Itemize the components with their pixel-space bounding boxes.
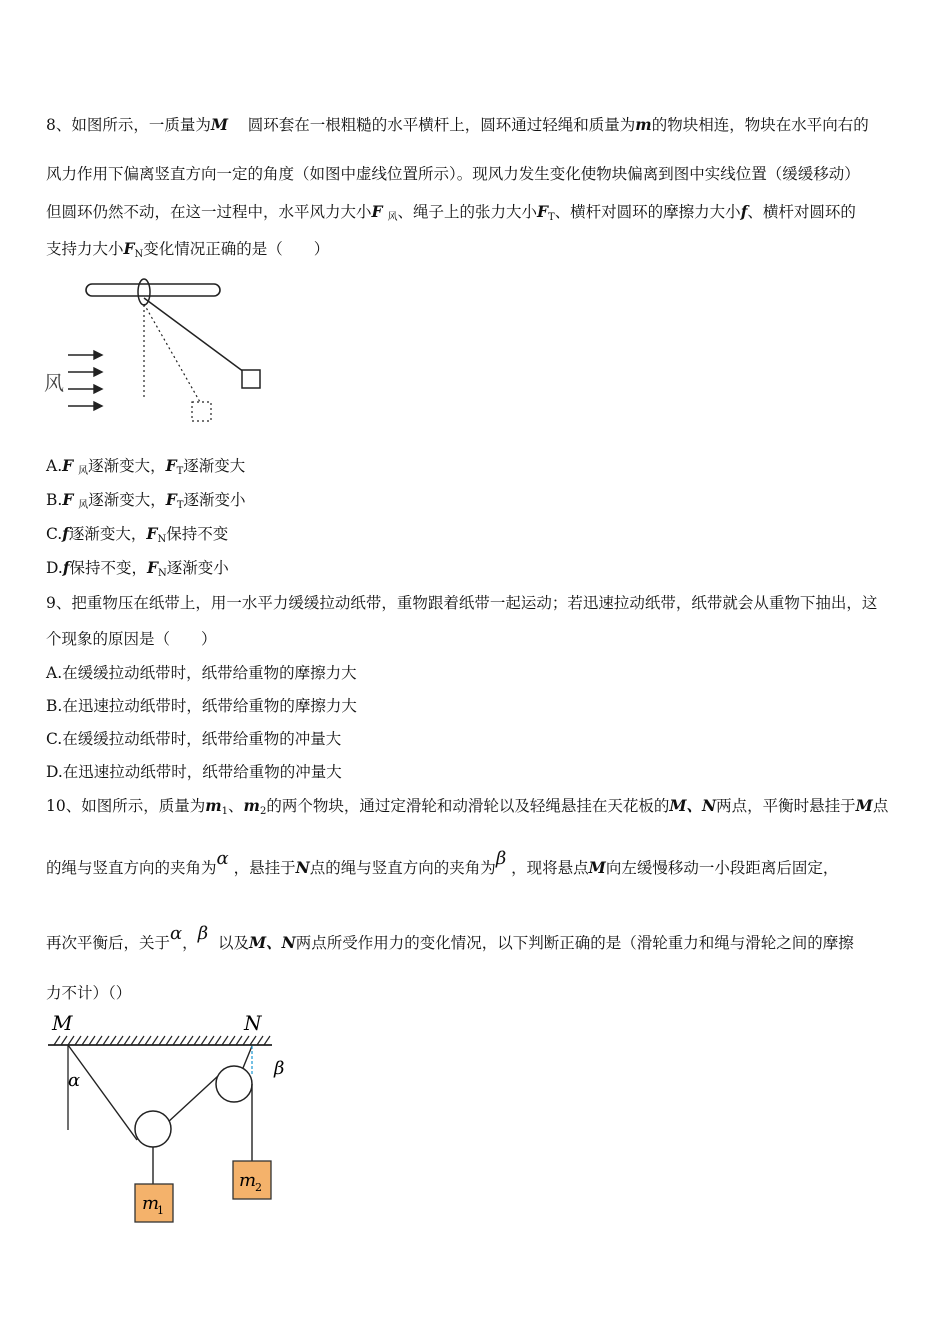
text: B. [46, 491, 63, 509]
sub-N: N [158, 568, 167, 579]
text: 的绳与竖直方向的夹角为 [46, 859, 217, 877]
var-M: M [588, 858, 606, 877]
hatch-mark [187, 1036, 193, 1045]
sub-feng: 风 [78, 500, 89, 511]
text: 10、如图所示，质量为 [46, 797, 206, 815]
hatch-mark [110, 1036, 116, 1045]
block-solid [242, 370, 260, 388]
hatch-mark [173, 1036, 179, 1045]
label-M: M [52, 1011, 73, 1035]
hatch-mark [82, 1036, 88, 1045]
q9-option-c [46, 729, 341, 749]
hatch-mark [180, 1036, 186, 1045]
var-m: m [243, 796, 260, 815]
text: 两点所受作用力的变化情况，以下判断正确的是（滑轮重力和绳与滑轮之间的摩擦 [295, 934, 854, 952]
q10-line-4 [46, 983, 131, 1003]
var-M: M [855, 796, 873, 815]
q9-line-1 [46, 593, 877, 613]
var-f: f [62, 558, 70, 577]
q8-option-d [46, 558, 229, 581]
text: 两点，平衡时悬挂于 [716, 797, 856, 815]
var-beta: β [197, 923, 209, 944]
text: 向左缓慢移动一小段距离后固定， [605, 859, 839, 877]
sub-N: N [134, 249, 144, 260]
movable-pulley [135, 1111, 171, 1147]
block-dashed [192, 402, 211, 421]
text: 保持不变 [166, 525, 229, 543]
hatch-mark [117, 1036, 123, 1045]
fixed-pulley [216, 1066, 252, 1102]
var-F: F [536, 202, 548, 221]
hatch-mark [159, 1036, 165, 1045]
text: 逐渐变大， [88, 457, 166, 475]
text: 9、把重物压在纸带上，用一水平力缓缓拉动纸带，重物跟着纸带一起运动；若迅速拉动纸带，纸带就会从重物下抽出，这 [46, 594, 878, 612]
text: 力不计）（） [46, 984, 132, 1002]
text: D. [46, 559, 63, 577]
var-m: m [635, 115, 652, 134]
hatch-mark [68, 1036, 74, 1045]
text: 变化情况正确的是（ ） [143, 240, 330, 258]
sub-T: T [548, 212, 555, 223]
var-F: F [62, 456, 74, 475]
label-m2-sub: 2 [255, 1181, 262, 1194]
q8-line-3 [46, 202, 856, 225]
text: ，悬挂于 [233, 859, 296, 877]
var-F: F [123, 239, 135, 258]
text: 支持力大小 [46, 240, 124, 258]
var-alpha: α [170, 923, 183, 944]
var-F: F [165, 456, 177, 475]
text: 逐渐变小 [166, 559, 229, 577]
text: 保持不变， [69, 559, 147, 577]
sub-feng: 风 [387, 212, 398, 223]
label-m1-sub: 1 [157, 1204, 164, 1217]
text: 点 [872, 797, 889, 815]
hatch-mark [166, 1036, 172, 1045]
text: 、 [228, 797, 244, 815]
text: 点的绳与竖直方向的夹角为 [309, 859, 496, 877]
hatch-mark [243, 1036, 249, 1045]
hatch-mark [138, 1036, 144, 1045]
q10-line-2 [46, 848, 839, 878]
var-alpha: α [216, 848, 229, 869]
rope-N-to-pulley [243, 1046, 252, 1068]
text: 、横杆对圆环的摩擦力大小 [554, 203, 741, 221]
var-F: F [165, 490, 177, 509]
rope-M-to-pulley [68, 1045, 137, 1140]
q8-line-2 [46, 164, 860, 184]
q9-line-2 [46, 629, 217, 649]
label-m2: m [239, 1170, 257, 1191]
label-beta: β [274, 1058, 285, 1079]
wind-arrows [68, 351, 102, 410]
q10-figure [40, 1008, 310, 1230]
text: 逐渐变小 [183, 491, 246, 509]
var-F: F [146, 524, 158, 543]
q9-option-d [46, 762, 342, 782]
var-f: f [62, 524, 69, 543]
hatch-mark [124, 1036, 130, 1045]
hatch-mark [145, 1036, 151, 1045]
hatch-mark [222, 1036, 228, 1045]
var-MN: M、N [248, 933, 296, 952]
hatch-mark [257, 1036, 263, 1045]
var-F: F [147, 558, 159, 577]
q8-option-a [46, 456, 245, 479]
q9-option-a [46, 663, 357, 683]
hatch-mark [61, 1036, 67, 1045]
var-MN: M、N [669, 796, 717, 815]
hatch-mark [264, 1036, 270, 1045]
text: 的物块相连，物块在水平向右的 [651, 116, 869, 134]
q10-line-3 [46, 923, 854, 953]
hatch-mark [96, 1036, 102, 1045]
q8-line-4 [46, 239, 329, 262]
sub-feng: 风 [78, 466, 89, 477]
hatch-mark [215, 1036, 221, 1045]
q8-option-b [46, 490, 246, 513]
q8-line-1 [46, 115, 869, 135]
label-m1: m [142, 1193, 160, 1214]
text: 以及 [217, 934, 249, 952]
text: 再次平衡后，关于 [46, 934, 171, 952]
text: 、横杆对圆环的 [747, 203, 856, 221]
hatch-mark [75, 1036, 81, 1045]
text: 个现象的原因是（ ） [46, 630, 217, 648]
hatch-mark [201, 1036, 207, 1045]
text: 的两个物块，通过定滑轮和动滑轮以及轻绳悬挂在天花板的 [266, 797, 670, 815]
text: B.在迅速拉动纸带时，纸带给重物的摩擦力大 [46, 697, 357, 715]
text: 圆环套在一根粗糙的水平横杆上，圆环通过轻绳和质量为 [247, 116, 636, 134]
hatch-mark [236, 1036, 242, 1045]
text: 、绳子上的张力大小 [397, 203, 537, 221]
label-N: N [244, 1011, 262, 1035]
hatch-mark [131, 1036, 137, 1045]
q10-line-1 [46, 796, 888, 819]
var-beta: β [495, 848, 507, 869]
sub-T: T [176, 466, 184, 477]
hatch-mark [103, 1036, 109, 1045]
text: A.在缓缓拉动纸带时，纸带给重物的摩擦力大 [46, 664, 357, 682]
text: A. [46, 457, 63, 475]
text: ，现将悬点 [511, 859, 589, 877]
q9-option-b [46, 696, 357, 716]
sub-2: 2 [259, 806, 267, 817]
ceiling-hatch [54, 1036, 270, 1045]
hatch-mark [208, 1036, 214, 1045]
label-alpha: α [68, 1070, 81, 1091]
var-N: N [295, 858, 310, 877]
hatch-mark [250, 1036, 256, 1045]
wind-label: 风 [44, 371, 64, 395]
text: ， [182, 934, 198, 952]
text: 8、如图所示，一质量为 [46, 116, 211, 134]
text: C. [46, 525, 63, 543]
text: 逐渐变大 [183, 457, 246, 475]
sub-T: T [176, 500, 184, 511]
text: 逐渐变大， [68, 525, 147, 543]
text: C.在缓缓拉动纸带时，纸带给重物的冲量大 [46, 730, 342, 748]
q8-option-c [46, 524, 228, 547]
text: 逐渐变大， [88, 491, 166, 509]
text: D.在迅速拉动纸带时，纸带给重物的冲量大 [46, 763, 342, 781]
hatch-mark [152, 1036, 158, 1045]
q8-figure [40, 278, 280, 428]
sub-N: N [157, 534, 167, 545]
var-M: M [210, 115, 229, 134]
horizontal-bar [86, 284, 220, 296]
solid-rope [144, 298, 244, 372]
var-m: m [205, 796, 222, 815]
hatch-mark [194, 1036, 200, 1045]
var-F: F [62, 490, 74, 509]
var-F: F [371, 202, 383, 221]
hatch-mark [229, 1036, 235, 1045]
sub-1: 1 [221, 806, 229, 817]
rope-pulley-to-fixed [167, 1076, 218, 1123]
hatch-mark [54, 1036, 60, 1045]
var-f: f [740, 202, 748, 221]
text: 风力作用下偏离竖直方向一定的角度（如图中虚线位置所示）。现风力发生变化使物块偏离到图中实线位置（缓缓移动） [46, 165, 860, 183]
text: 但圆环仍然不动，在这一过程中，水平风力大小 [46, 203, 372, 221]
hatch-mark [89, 1036, 95, 1045]
